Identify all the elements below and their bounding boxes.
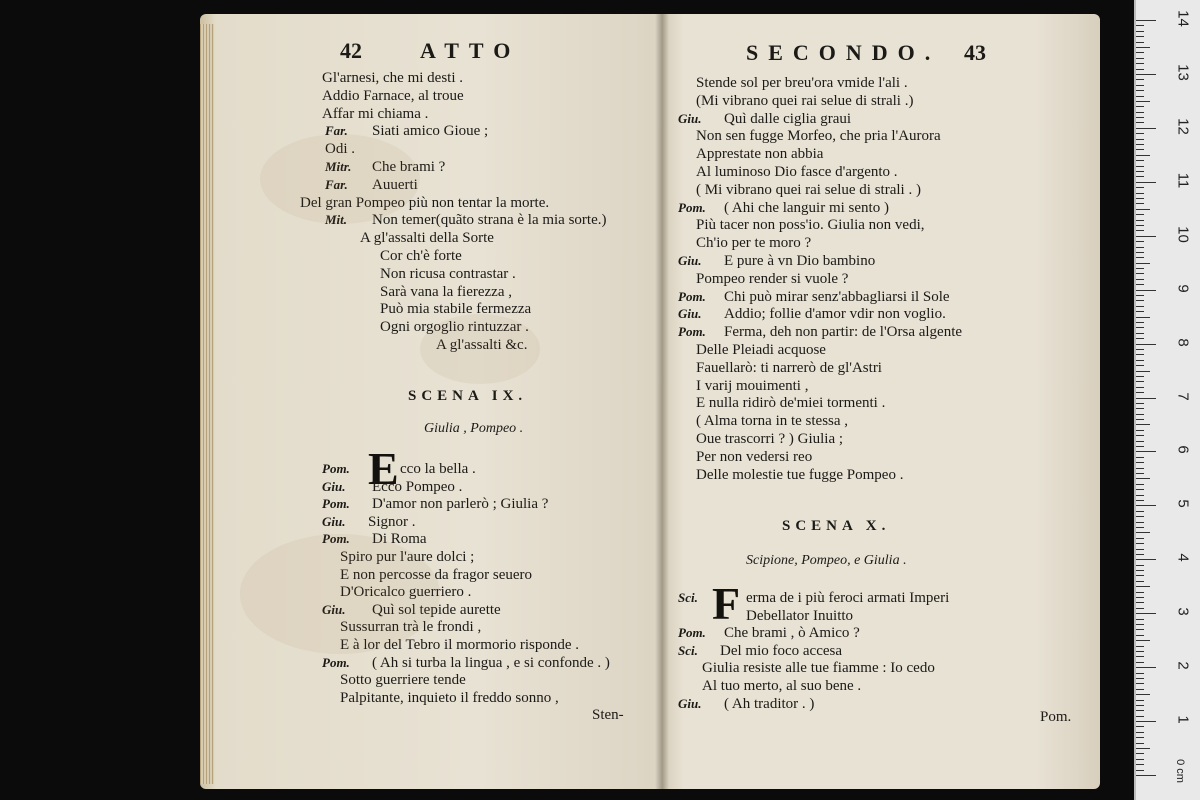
right-page <box>662 14 1100 789</box>
ruler-tick <box>1136 586 1150 587</box>
ruler-tick <box>1136 581 1144 582</box>
ruler-tick <box>1136 705 1144 706</box>
ruler-tick <box>1136 532 1150 533</box>
verse-line: Ch'io per te moro ? <box>696 235 812 252</box>
verse-line: Quì dalle ciglia graui <box>724 110 852 127</box>
verse-line: Delle molestie tue fugge Pompeo . <box>696 466 904 483</box>
verse-line: (Mi vibrano quei rai selue di strali .) <box>696 92 914 109</box>
ruler-label: 11 <box>1174 172 1192 189</box>
ruler-tick <box>1136 489 1144 490</box>
verse-line: Chi può mirar senz'abbagliarsi il Sole <box>724 288 950 305</box>
ruler-tick <box>1136 662 1144 663</box>
speaker-label: Far. <box>325 176 348 192</box>
book-gutter <box>655 14 669 789</box>
verse-line: Che brami , ò Amico ? <box>724 625 860 642</box>
ruler-tick <box>1136 462 1144 463</box>
ruler-tick <box>1136 63 1144 64</box>
ruler-tick <box>1136 360 1144 361</box>
ruler-tick <box>1136 133 1144 134</box>
verse-line: Del mio foco accesa <box>720 642 843 659</box>
ruler-tick <box>1136 85 1144 86</box>
speaker-label: Mit. <box>325 212 348 228</box>
ruler-tick <box>1136 338 1144 339</box>
ruler-tick <box>1136 300 1144 301</box>
ruler-tick <box>1136 69 1144 70</box>
ruler-tick <box>1136 549 1144 550</box>
verse-line: Siati amico Gioue ; <box>372 123 489 140</box>
verse-line: Al luminoso Dio fasce d'argento . <box>696 164 898 180</box>
verse-line: E pure à vn Dio bambino <box>724 253 876 269</box>
ruler-tick <box>1136 710 1144 711</box>
ruler-tick <box>1136 268 1144 269</box>
ruler-tick <box>1136 187 1144 188</box>
ruler-tick <box>1136 284 1144 285</box>
ruler-tick <box>1136 543 1144 544</box>
scene-characters: Giulia , Pompeo . <box>424 421 524 436</box>
ruler-tick <box>1136 651 1144 652</box>
ruler-tick <box>1136 122 1144 123</box>
ruler-tick <box>1136 144 1144 145</box>
ruler-tick <box>1136 176 1144 177</box>
page-number: 42 <box>340 38 362 63</box>
verse-line: Debellator Inuitto <box>746 607 854 624</box>
ruler-tick <box>1136 392 1144 393</box>
ruler-tick <box>1136 327 1144 328</box>
ruler-tick <box>1136 419 1144 420</box>
verse-line: Spiro pur l'aure dolci ; <box>340 549 475 565</box>
ruler-tick <box>1136 225 1144 226</box>
ruler-tick <box>1136 333 1144 334</box>
ruler-tick <box>1136 414 1144 415</box>
verse-line: Palpitante, inquieto il freddo sonno , <box>340 689 559 706</box>
verse-line: A gl'assalti della Sorte <box>360 230 494 247</box>
ruler-tick <box>1136 381 1144 382</box>
verse-line: Odi . <box>325 141 355 158</box>
verse-line: ( Alma torna in te stessa , <box>696 413 849 430</box>
verse-line: Più tacer non poss'io. Giulia non vedi, <box>696 217 925 234</box>
ruler-label: 0 cm <box>1173 759 1186 783</box>
page-number: 43 <box>964 40 986 65</box>
verse-line: Può mia stabile fermezza <box>380 301 532 318</box>
ruler-tick <box>1136 149 1144 150</box>
ruler-tick <box>1136 775 1156 776</box>
scene-heading: SCENA X. <box>782 518 891 534</box>
paper-stain <box>420 314 540 384</box>
ruler-tick <box>1136 349 1144 350</box>
ruler-tick <box>1136 247 1144 248</box>
ruler-tick <box>1136 220 1144 221</box>
ruler-tick <box>1136 511 1144 512</box>
ruler-tick <box>1136 565 1144 566</box>
ruler-tick <box>1136 656 1144 657</box>
ruler-tick <box>1136 36 1144 37</box>
ruler-tick <box>1136 106 1144 107</box>
ruler-tick <box>1136 559 1156 560</box>
verse-line: Che brami ? <box>372 159 446 175</box>
ruler-tick <box>1136 629 1144 630</box>
ruler-tick <box>1136 263 1150 264</box>
ruler-label: 1 <box>1174 715 1192 724</box>
ruler-tick <box>1136 743 1144 744</box>
ruler-tick <box>1136 306 1144 307</box>
ruler-tick <box>1136 716 1144 717</box>
ruler-tick <box>1136 635 1144 636</box>
ruler-tick <box>1136 398 1156 399</box>
speaker-label: Giu. <box>322 601 346 617</box>
ruler-tick <box>1136 678 1144 679</box>
ruler-label: 9 <box>1174 283 1192 293</box>
ruler-tick <box>1136 624 1144 625</box>
paper-stain <box>260 134 420 224</box>
ruler-tick <box>1136 354 1144 355</box>
ruler-label: 12 <box>1174 118 1192 135</box>
speaker-label: Giu. <box>678 306 702 322</box>
ruler-tick <box>1136 198 1144 199</box>
ruler-tick <box>1136 365 1144 366</box>
ruler-label: 5 <box>1174 499 1192 509</box>
verse-line: E non percosse da fragor seuero <box>340 566 533 583</box>
speaker-label: Pom. <box>678 625 706 641</box>
ruler-tick <box>1136 451 1156 452</box>
ruler-tick <box>1136 408 1144 409</box>
verse-line: Ecco Pompeo . <box>372 478 463 495</box>
ruler-tick <box>1136 295 1144 296</box>
ruler-label: 7 <box>1174 391 1192 401</box>
ruler-tick <box>1136 25 1144 26</box>
verse-line: Non ricusa contrastar . <box>380 265 516 282</box>
ruler-tick <box>1136 478 1150 479</box>
speaker-label: Far. <box>325 123 348 139</box>
verse-line: ( Mi vibrano quei rai selue di strali . ) <box>696 181 921 198</box>
ruler-tick <box>1136 570 1144 571</box>
speaker-label: Pom. <box>678 288 706 304</box>
speaker-label: Mitr. <box>325 159 352 174</box>
speaker-label: Pom. <box>322 496 350 512</box>
ruler-tick <box>1136 613 1156 614</box>
ruler-tick <box>1136 640 1150 641</box>
ruler-tick <box>1136 42 1144 43</box>
ruler-tick <box>1136 117 1144 118</box>
ruler-tick <box>1136 52 1144 53</box>
verse-line: Non temer(quãto strana è la mia sorte.) <box>372 212 607 229</box>
speaker-label: Pom. <box>678 199 706 215</box>
speaker-label: Pom. <box>678 324 706 340</box>
ruler-label: 14 <box>1174 10 1192 27</box>
ruler-tick <box>1136 101 1150 102</box>
ruler-tick <box>1136 592 1144 593</box>
ruler-tick <box>1136 522 1144 523</box>
speaker-label: Giu. <box>322 478 346 494</box>
verse-line: Ferma, deh non partir: de l'Orsa algente <box>724 324 963 341</box>
verse-line: D'Oricalco guerriero . <box>340 584 472 601</box>
ruler-label: 4 <box>1174 553 1192 562</box>
verse-line: Signor . <box>368 513 416 530</box>
ruler-tick <box>1136 317 1150 318</box>
ruler-tick <box>1136 484 1144 485</box>
verse-line: Non sen fugge Morfeo, che pria l'Aurora <box>696 128 941 145</box>
scene-heading: SCENA IX. <box>408 388 528 404</box>
ruler-tick <box>1136 430 1144 431</box>
ruler-tick <box>1136 527 1144 528</box>
verse-line: Quì sol tepide aurette <box>372 601 501 618</box>
speaker-label: Sci. <box>678 590 698 605</box>
speaker-label: Pom. <box>322 654 350 670</box>
ruler-tick <box>1136 371 1150 372</box>
ruler-tick <box>1136 759 1144 760</box>
ruler-tick <box>1136 322 1144 323</box>
verse-line: Delle Pleiadi acquose <box>696 342 826 358</box>
speaker-label: Giu. <box>678 695 702 711</box>
speaker-label: Pom. <box>322 531 350 547</box>
catchword: Pom. <box>1040 709 1072 725</box>
scene-characters: Scipione, Pompeo, e Giulia . <box>746 553 907 568</box>
ruler-tick <box>1136 673 1144 674</box>
ruler-tick <box>1136 203 1144 204</box>
ruler-tick <box>1136 457 1144 458</box>
ruler-tick <box>1136 79 1144 80</box>
ruler-tick <box>1136 193 1144 194</box>
ruler-tick <box>1136 273 1144 274</box>
verse-line: Gl'arnesi, che mi desti . <box>322 70 463 86</box>
ruler-tick <box>1136 90 1144 91</box>
ruler-label: 2 <box>1174 661 1192 670</box>
verse-line: Per non vedersi reo <box>696 448 813 465</box>
ruler-tick <box>1136 403 1144 404</box>
left-page <box>200 14 662 789</box>
speaker-label: Pom. <box>322 461 350 476</box>
verse-line: E à lor del Tebro il mormorio risponde . <box>340 637 580 653</box>
ruler-tick <box>1136 500 1144 501</box>
ruler-tick <box>1136 554 1144 555</box>
verse-line: E nulla ridirò de'miei tormenti . <box>696 395 886 412</box>
verse-line: Sotto guerriere tende <box>340 672 466 689</box>
catchword: Sten- <box>592 707 624 723</box>
ruler-tick <box>1136 58 1144 59</box>
measuring-ruler <box>1134 0 1200 800</box>
verse-line: I varij mouimenti , <box>696 377 809 394</box>
ruler-tick <box>1136 505 1156 506</box>
verse-line: Al tuo merto, al suo bene . <box>702 678 862 694</box>
ruler-tick <box>1136 279 1144 280</box>
speaker-label: Giu. <box>322 513 346 529</box>
ruler-tick <box>1136 619 1144 620</box>
ruler-tick <box>1136 726 1144 727</box>
verse-line: Pompeo render si vuole ? <box>696 270 849 287</box>
ruler-tick <box>1136 764 1144 765</box>
ruler-tick <box>1136 516 1144 517</box>
verse-line: Addio; follie d'amor vdir non voglio. <box>724 306 946 323</box>
page-edge <box>200 24 214 784</box>
ruler-tick <box>1136 230 1144 231</box>
ruler-tick <box>1136 387 1144 388</box>
verse-line: D'amor non parlerò ; Giulia ? <box>372 496 549 513</box>
ruler-tick <box>1136 468 1144 469</box>
verse-line: erma de i più feroci armati Imperi <box>746 590 950 606</box>
ruler-tick <box>1136 236 1156 237</box>
ruler-tick <box>1136 646 1144 647</box>
ruler-label: 13 <box>1174 64 1192 81</box>
verse-line: A gl'assalti &c. <box>436 337 528 353</box>
ruler-tick <box>1136 112 1144 113</box>
verse-line: Apprestate non abbia <box>696 146 824 163</box>
ruler-tick <box>1136 608 1144 609</box>
open-book <box>200 14 1100 789</box>
ruler-tick <box>1136 694 1150 695</box>
ruler-tick <box>1136 597 1144 598</box>
ruler-tick <box>1136 602 1144 603</box>
speaker-label: Giu. <box>678 253 702 268</box>
ruler-tick <box>1136 166 1144 167</box>
verse-line: Oue trascorri ? ) Giulia ; <box>696 431 844 447</box>
ruler-tick <box>1136 748 1150 749</box>
ruler-tick <box>1136 252 1144 253</box>
verse-line: Affar mi chiama . <box>322 105 429 122</box>
ruler-tick <box>1136 257 1144 258</box>
ruler-tick <box>1136 311 1144 312</box>
speaker-label: Sci. <box>678 642 698 658</box>
ruler-label: 6 <box>1174 445 1192 455</box>
ruler-tick <box>1136 575 1144 576</box>
ruler-tick <box>1136 732 1144 733</box>
ruler-tick <box>1136 473 1144 474</box>
ruler-tick <box>1136 721 1156 722</box>
ruler-tick <box>1136 441 1144 442</box>
ruler-tick <box>1136 128 1156 129</box>
page-header-title: SECONDO. <box>746 40 941 65</box>
ruler-tick <box>1136 74 1156 75</box>
ruler-tick <box>1136 700 1144 701</box>
ruler-tick <box>1136 47 1150 48</box>
ruler-tick <box>1136 290 1156 291</box>
verse-line: Sussurran trà le frondi , <box>340 619 482 636</box>
ruler-label: 10 <box>1174 225 1192 243</box>
ruler-tick <box>1136 770 1144 771</box>
ruler-tick <box>1136 344 1156 345</box>
ruler-tick <box>1136 753 1144 754</box>
ruler-tick <box>1136 538 1144 539</box>
page-header-title: ATTO <box>420 38 521 63</box>
ruler-tick <box>1136 689 1144 690</box>
ruler-tick <box>1136 376 1144 377</box>
ruler-tick <box>1136 446 1144 447</box>
ruler-tick <box>1136 182 1156 183</box>
ruler-tick <box>1136 667 1156 668</box>
verse-line: Ogni orgoglio rintuzzar . <box>380 319 529 336</box>
ruler-tick <box>1136 171 1144 172</box>
ruler-tick <box>1136 31 1144 32</box>
ruler-tick <box>1136 160 1144 161</box>
ruler-tick <box>1136 209 1150 210</box>
ruler-tick <box>1136 241 1144 242</box>
verse-line: Giulia resiste alle tue fiamme : Io cedo <box>702 660 935 677</box>
ruler-tick <box>1136 737 1144 738</box>
verse-line: Cor ch'è forte <box>380 248 462 264</box>
speaker-label: Giu. <box>678 110 702 126</box>
verse-line: Fauellarò: ti narrerò de gl'Astri <box>696 359 882 376</box>
verse-line: Del gran Pompeo più non tentar la morte. <box>300 194 550 211</box>
ruler-tick <box>1136 96 1144 97</box>
ruler-tick <box>1136 435 1144 436</box>
ruler-tick <box>1136 20 1156 21</box>
verse-line: cco la bella . <box>400 461 476 477</box>
drop-capital: F <box>712 578 741 629</box>
ruler-label: 8 <box>1174 337 1192 347</box>
verse-line: Auuerti <box>372 176 418 193</box>
paper-stain <box>240 534 440 654</box>
verse-line: Sarà vana la fierezza , <box>380 283 512 300</box>
verse-line: Di Roma <box>372 531 427 548</box>
verse-line: Addio Farnace, al troue <box>322 87 464 104</box>
ruler-tick <box>1136 214 1144 215</box>
ruler-tick <box>1136 424 1150 425</box>
drop-capital: E <box>368 443 399 494</box>
verse-line: ( Ah si turba la lingua , e si confonde . ) <box>372 654 610 671</box>
verse-line: Stende sol per breu'ora vmide l'ali . <box>696 75 908 91</box>
ruler-tick <box>1136 495 1144 496</box>
ruler-tick <box>1136 155 1150 156</box>
verse-line: ( Ah traditor . ) <box>724 695 815 712</box>
verse-line: ( Ahi che languir mi sento ) <box>724 199 889 216</box>
ruler-tick <box>1136 139 1144 140</box>
ruler-label: 3 <box>1174 607 1192 616</box>
ruler-tick <box>1136 683 1144 684</box>
